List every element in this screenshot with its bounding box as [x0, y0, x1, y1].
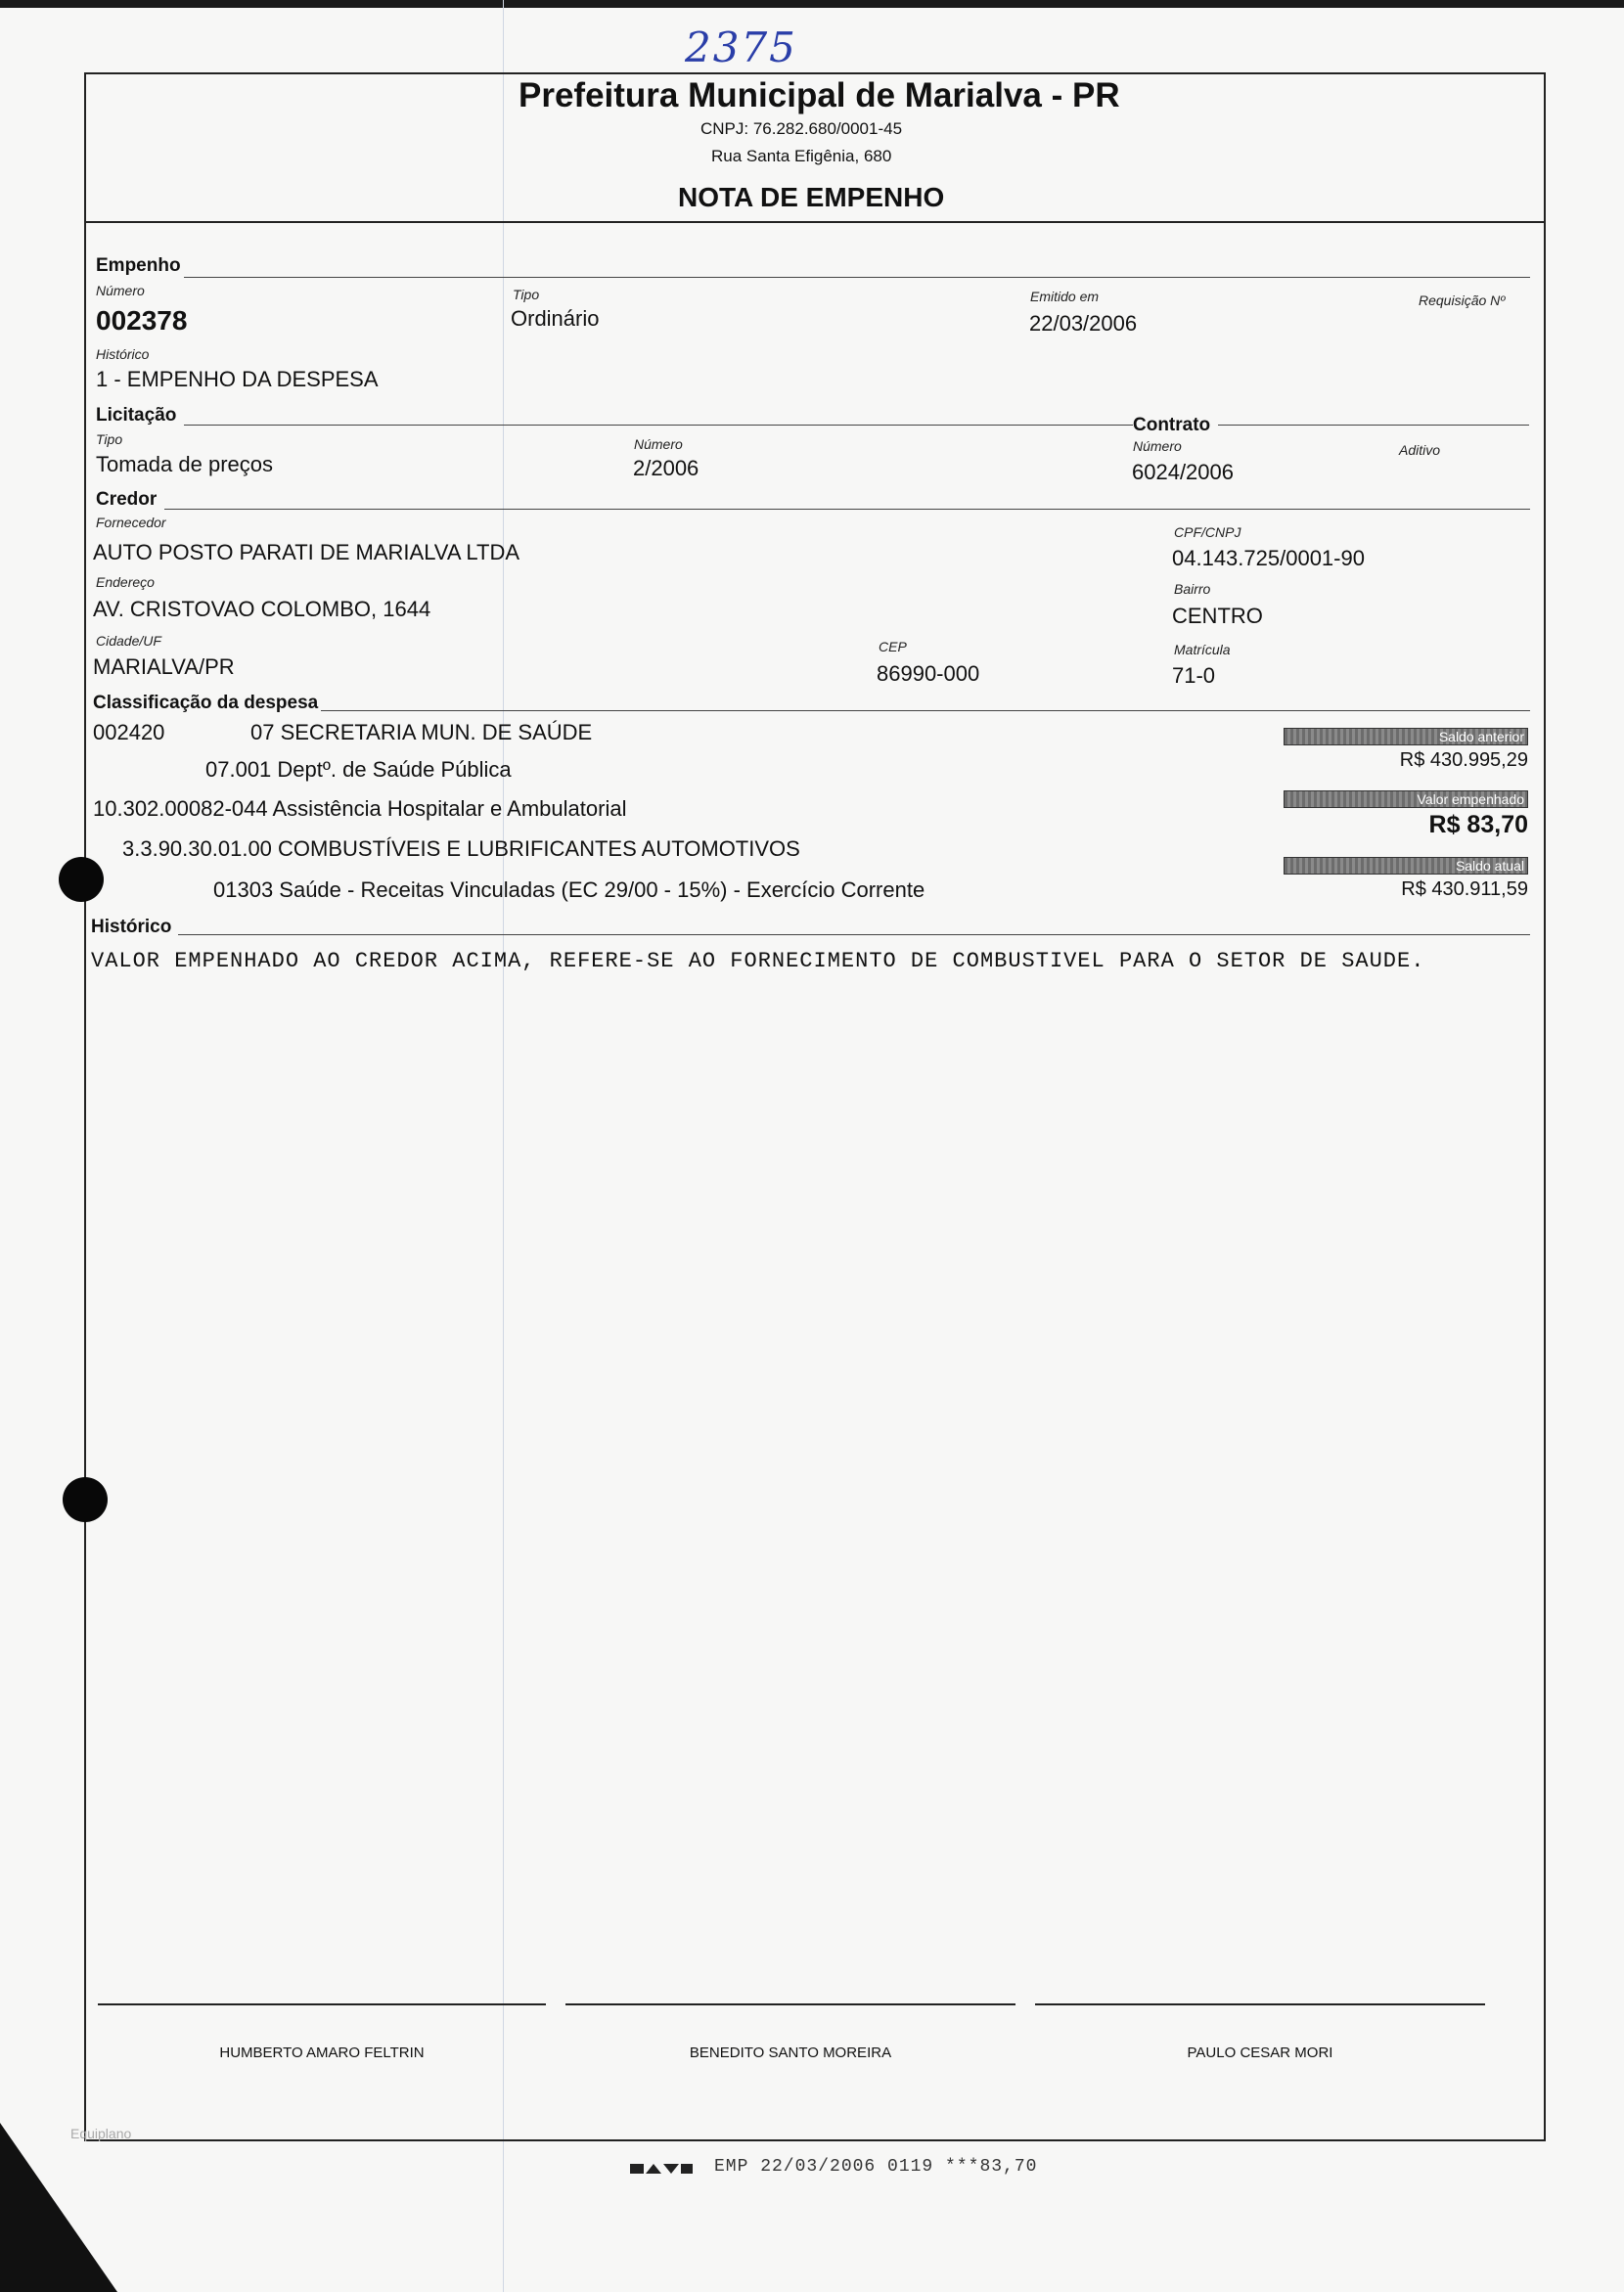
empenho-historico: 1 - EMPENHO DA DESPESA — [96, 367, 379, 391]
emitido-date: 22/03/2006 — [1029, 311, 1138, 336]
saldo-atual-label: Saldo atual — [1284, 857, 1528, 875]
empenho-tipo: Ordinário — [511, 306, 600, 331]
classificacao-elemento: 3.3.90.30.01.00 COMBUSTÍVEIS E LUBRIFICANTES AUTOMOTIVOS — [122, 836, 800, 861]
valor-empenhado: R$ 83,70 — [1428, 811, 1528, 838]
empenho-numero: 002378 — [96, 305, 188, 336]
header-divider — [84, 221, 1546, 223]
empenho-historico-label: Histórico — [96, 346, 150, 362]
signature-line — [565, 2003, 1015, 2005]
signature-name: HUMBERTO AMARO FELTRIN — [219, 2045, 425, 2061]
cidade-label: Cidade/UF — [96, 633, 161, 649]
classificacao-fonte: 01303 Saúde - Receitas Vinculadas (EC 29/00 - 15%) - Exercício Corrente — [213, 877, 925, 902]
section-historico: Histórico — [91, 917, 172, 937]
section-licitacao: Licitação — [96, 405, 177, 426]
section-classificacao: Classificação da despesa — [93, 693, 319, 713]
signature-name: BENEDITO SANTO MOREIRA — [689, 2045, 892, 2061]
cidade: MARIALVA/PR — [93, 654, 235, 679]
fornecedor: AUTO POSTO PARATI DE MARIALVA LTDA — [93, 540, 520, 564]
signature-line — [1035, 2003, 1485, 2005]
section-rule — [164, 509, 1530, 510]
section-rule — [1218, 425, 1529, 426]
signature-name: PAULO CESAR MORI — [1187, 2045, 1333, 2061]
licitacao-numero-label: Número — [634, 436, 683, 452]
matricula-label: Matrícula — [1174, 642, 1231, 657]
emitido-label: Emitido em — [1030, 289, 1100, 304]
section-empenho: Empenho — [96, 255, 181, 276]
licitacao-tipo-label: Tipo — [96, 431, 123, 447]
empenho-tipo-label: Tipo — [513, 287, 540, 302]
saldo-atual: R$ 430.911,59 — [1401, 878, 1528, 900]
contrato-numero: 6024/2006 — [1132, 460, 1234, 484]
section-rule — [321, 710, 1530, 711]
mechanical-stamp: EMP 22/03/2006 0119 ***83,70 — [714, 2157, 1038, 2177]
signature-line — [98, 2003, 546, 2005]
contrato-numero-label: Número — [1133, 438, 1182, 454]
cpf-cnpj: 04.143.725/0001-90 — [1172, 546, 1365, 570]
scan-corner — [0, 2123, 117, 2292]
endereco: AV. CRISTOVAO COLOMBO, 1644 — [93, 597, 431, 621]
valor-empenhado-label: Valor empenhado — [1284, 790, 1528, 808]
cep-label: CEP — [879, 639, 907, 654]
bairro: CENTRO — [1172, 604, 1263, 628]
software-label: Equiplano — [70, 2126, 132, 2141]
punch-hole — [59, 857, 104, 902]
stamp-logo-icon — [630, 2160, 693, 2178]
document-type: NOTA DE EMPENHO — [678, 182, 945, 212]
page-title: Prefeitura Municipal de Marialva - PR — [519, 76, 1120, 114]
section-credor: Credor — [96, 489, 158, 510]
empenho-numero-label: Número — [96, 283, 145, 298]
saldo-anterior: R$ 430.995,29 — [1399, 749, 1528, 771]
classificacao-code: 002420 — [93, 720, 165, 744]
historico-text: VALOR EMPENHADO AO CREDOR ACIMA, REFERE-SE AO FORNECIMENTO DE COMBUSTIVEL PARA O SETOR DE SAUDE. — [91, 949, 1425, 973]
classificacao-departamento: 07.001 Deptº. de Saúde Pública — [205, 757, 512, 782]
fornecedor-label: Fornecedor — [96, 515, 166, 530]
aditivo-label: Aditivo — [1399, 442, 1441, 458]
header-cnpj: CNPJ: 76.282.680/0001-45 — [700, 119, 903, 138]
classificacao-funcional: 10.302.00082-044 Assistência Hospitalar e Ambulatorial — [93, 796, 627, 821]
cep: 86990-000 — [877, 661, 980, 686]
endereco-label: Endereço — [96, 574, 155, 590]
saldo-anterior-label: Saldo anterior — [1284, 728, 1528, 745]
licitacao-tipo: Tomada de preços — [96, 452, 273, 476]
punch-hole — [63, 1477, 108, 1522]
scan-top-edge — [0, 0, 1624, 8]
licitacao-numero: 2/2006 — [633, 456, 699, 480]
matricula: 71-0 — [1172, 663, 1216, 688]
bairro-label: Bairro — [1174, 581, 1211, 597]
requisicao-label: Requisição Nº — [1419, 292, 1506, 308]
section-rule — [184, 425, 1133, 426]
header-address: Rua Santa Efigênia, 680 — [711, 147, 892, 165]
section-contrato: Contrato — [1133, 415, 1211, 435]
section-rule — [184, 277, 1530, 278]
classificacao-secretaria: 07 SECRETARIA MUN. DE SAÚDE — [250, 720, 593, 744]
handwritten-number: 2375 — [685, 23, 797, 71]
cpf-cnpj-label: CPF/CNPJ — [1174, 524, 1241, 540]
section-rule — [178, 934, 1530, 935]
